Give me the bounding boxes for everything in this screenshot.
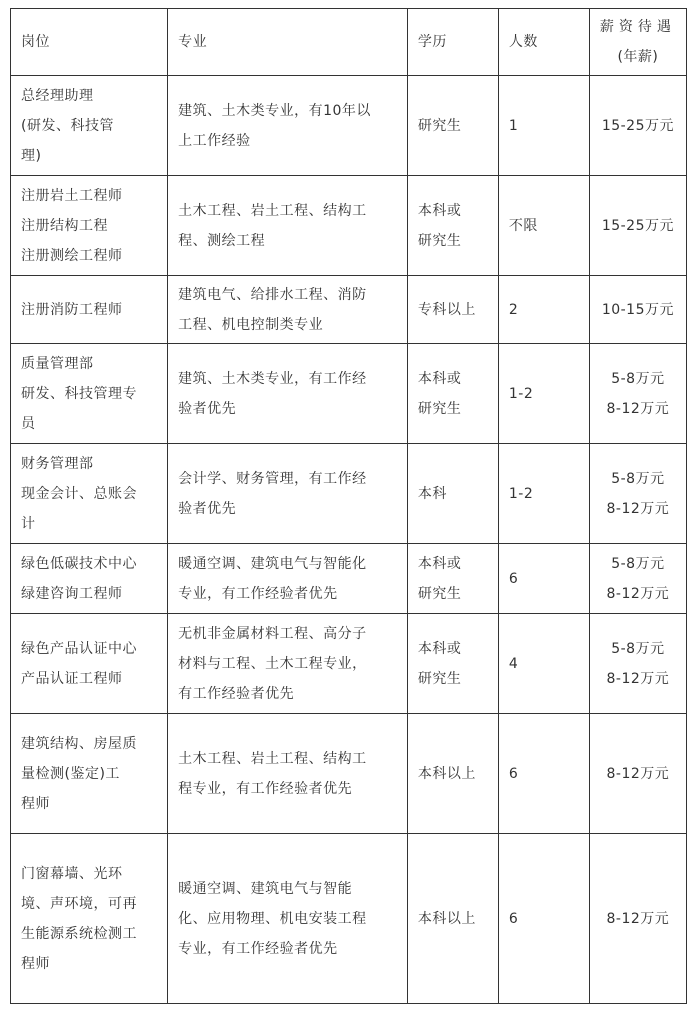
cell-position-line: 研发、科技管理专: [21, 385, 137, 402]
cell-count: 1: [498, 76, 589, 176]
cell-salary-line: 8-12万元: [606, 585, 670, 602]
cell-education-line: 本科或: [417, 640, 462, 657]
cell-position-line: (研发、科技管: [21, 117, 114, 134]
cell-education: [407, 444, 498, 544]
cell-education-line: 研究生: [417, 670, 462, 687]
cell-education-line: 本科或: [417, 202, 462, 219]
cell-major-line: 暖通空调、建筑电气与智能: [178, 880, 353, 897]
table-row: [11, 176, 687, 276]
cell-salary: [589, 344, 686, 444]
cell-position-line: 注册消防工程师: [21, 301, 123, 318]
cell-major-line: 材料与工程、土木工程专业，: [178, 655, 367, 672]
table-row: [11, 834, 687, 1004]
cell-salary-line: 15-25万元: [601, 117, 674, 134]
cell-position-line: 建筑结构、房屋质: [21, 735, 137, 752]
cell-position: [11, 544, 168, 614]
cell-position-line: 理): [21, 147, 42, 164]
cell-education-line: 本科以上: [417, 765, 476, 782]
cell-salary-line: 5-8万元: [611, 640, 665, 657]
cell-salary: [589, 544, 686, 614]
cell-education: [407, 276, 498, 344]
cell-major-line: 土木工程、岩土工程、结构工: [178, 750, 367, 767]
cell-position: [11, 344, 168, 444]
cell-position-line: 境、声环境，可再: [21, 895, 137, 912]
cell-major: [168, 176, 408, 276]
cell-position-line: 程师: [21, 795, 50, 812]
cell-salary-line: 8-12万元: [606, 500, 670, 517]
cell-major-line: 暖通空调、建筑电气与智能化: [178, 555, 367, 572]
cell-position-line: 门窗幕墙、光环: [21, 865, 123, 882]
cell-major: [168, 834, 408, 1004]
cell-major-line: 建筑、土木类专业，有工作经: [178, 370, 367, 387]
cell-education: [407, 714, 498, 834]
header-salary: [589, 9, 686, 76]
cell-major-line: 专业，有工作经验者优先: [178, 585, 338, 602]
cell-salary-line: 8-12万元: [606, 670, 670, 687]
cell-education-line: 研究生: [417, 232, 462, 249]
cell-major: [168, 76, 408, 176]
header-major: 专业: [168, 9, 408, 76]
cell-position: [11, 276, 168, 344]
cell-education-line: 本科: [417, 485, 447, 502]
cell-count: 1-2: [498, 444, 589, 544]
cell-position: [11, 444, 168, 544]
table-row: [11, 76, 687, 176]
cell-position-line: 计: [21, 515, 36, 532]
cell-salary: [589, 834, 686, 1004]
cell-position-line: 生能源系统检测工: [21, 925, 137, 942]
cell-education-line: 本科或: [417, 370, 462, 387]
cell-salary: [589, 614, 686, 714]
cell-major-line: 专业，有工作经验者优先: [178, 940, 338, 957]
cell-count: 不限: [498, 176, 589, 276]
cell-position-line: 现金会计、总账会: [21, 485, 137, 502]
cell-salary-line: 15-25万元: [601, 217, 674, 234]
cell-count: 4: [498, 614, 589, 714]
cell-major-line: 程专业，有工作经验者优先: [178, 780, 353, 797]
cell-salary-line: 5-8万元: [611, 370, 665, 387]
cell-salary-line: 5-8万元: [611, 555, 665, 572]
table-row: [11, 714, 687, 834]
cell-major-line: 化、应用物理、机电安装工程: [178, 910, 367, 927]
table-row: [11, 544, 687, 614]
cell-major-line: 土木工程、岩土工程、结构工: [178, 202, 367, 219]
cell-education-line: 研究生: [417, 117, 462, 134]
cell-education: [407, 176, 498, 276]
cell-position-line: 员: [21, 415, 36, 432]
table-header-row: [11, 9, 687, 76]
cell-position-line: 绿色低碳技术中心: [21, 555, 137, 572]
cell-position-line: 程师: [21, 955, 50, 972]
cell-education: [407, 544, 498, 614]
cell-position-line: 注册结构工程: [21, 217, 108, 234]
cell-salary: [589, 444, 686, 544]
cell-major: [168, 344, 408, 444]
cell-salary: [589, 714, 686, 834]
table-row: [11, 444, 687, 544]
cell-position: [11, 176, 168, 276]
cell-major-line: 程、测绘工程: [178, 232, 266, 249]
cell-position-line: 绿建咨询工程师: [21, 585, 123, 602]
header-education: 学历: [407, 9, 498, 76]
table-row: [11, 344, 687, 444]
cell-major-line: 工程、机电控制类专业: [178, 316, 324, 333]
cell-count: 6: [498, 714, 589, 834]
cell-education-line: 本科或: [417, 555, 462, 572]
cell-position: [11, 834, 168, 1004]
cell-education: [407, 834, 498, 1004]
cell-salary-line: 8-12万元: [606, 910, 670, 927]
cell-major-line: 验者优先: [178, 400, 237, 417]
table-row: [11, 614, 687, 714]
cell-count: 6: [498, 834, 589, 1004]
header-salary-line1: 薪资待遇: [599, 19, 676, 35]
cell-salary: [589, 276, 686, 344]
cell-major-line: 会计学、财务管理，有工作经: [178, 470, 367, 487]
header-position: 岗位: [11, 9, 168, 76]
cell-major: [168, 714, 408, 834]
cell-position-line: 注册测绘工程师: [21, 247, 123, 264]
cell-position-line: 总经理助理: [21, 87, 94, 104]
cell-position-line: 绿色产品认证中心: [21, 640, 137, 657]
cell-salary-line: 10-15万元: [601, 301, 674, 318]
cell-major-line: 上工作经验: [178, 132, 251, 149]
cell-education: [407, 344, 498, 444]
recruitment-table: [10, 8, 687, 1004]
cell-major: [168, 544, 408, 614]
cell-salary: [589, 76, 686, 176]
cell-major-line: 有工作经验者优先: [178, 685, 295, 702]
cell-position-line: 量检测(鉴定)工: [21, 765, 120, 782]
cell-education-line: 本科以上: [417, 910, 476, 927]
cell-salary: [589, 176, 686, 276]
cell-major-line: 验者优先: [178, 500, 237, 517]
cell-count: 6: [498, 544, 589, 614]
cell-salary-line: 5-8万元: [611, 470, 665, 487]
cell-major-line: 无机非金属材料工程、高分子: [178, 625, 367, 642]
cell-major-line: 建筑、土木类专业，有10年以: [178, 102, 371, 119]
header-count: 人数: [498, 9, 589, 76]
cell-education-line: 研究生: [417, 585, 462, 602]
cell-major-line: 建筑电气、给排水工程、消防: [178, 286, 367, 303]
cell-count: 1-2: [498, 344, 589, 444]
cell-position: [11, 614, 168, 714]
cell-position: [11, 76, 168, 176]
cell-position-line: 产品认证工程师: [21, 670, 123, 687]
cell-salary-line: 8-12万元: [606, 400, 670, 417]
cell-major: [168, 276, 408, 344]
cell-position-line: 注册岩土工程师: [21, 187, 123, 204]
cell-major: [168, 444, 408, 544]
cell-education-line: 专科以上: [417, 301, 476, 318]
header-salary-line2: (年薪): [617, 49, 659, 65]
cell-position-line: 质量管理部: [21, 355, 94, 372]
cell-education-line: 研究生: [417, 400, 462, 417]
cell-major: [168, 614, 408, 714]
cell-education: [407, 614, 498, 714]
cell-count: 2: [498, 276, 589, 344]
cell-position-line: 财务管理部: [21, 455, 94, 472]
table-row: [11, 276, 687, 344]
cell-education: [407, 76, 498, 176]
cell-position: [11, 714, 168, 834]
cell-salary-line: 8-12万元: [606, 765, 670, 782]
